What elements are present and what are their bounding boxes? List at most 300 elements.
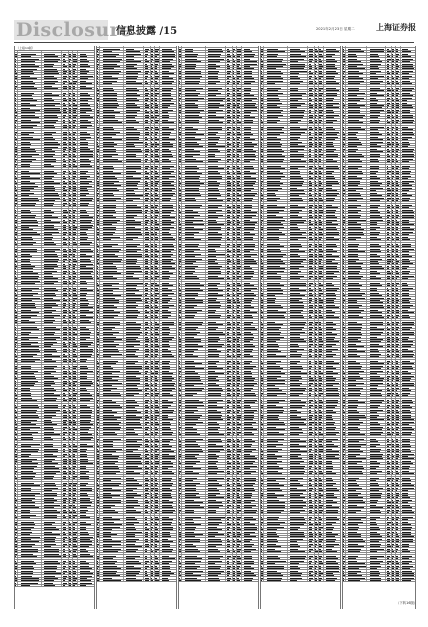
cell-text-glyphs xyxy=(69,332,71,333)
table-cell xyxy=(42,397,63,398)
cell-text-glyphs xyxy=(15,481,16,482)
cell-text-glyphs xyxy=(69,551,70,552)
cell-text-glyphs xyxy=(44,434,60,435)
cell-text-glyphs xyxy=(21,159,36,160)
cell-text-glyphs xyxy=(73,493,76,494)
cell-text-glyphs xyxy=(63,325,66,326)
table-cell xyxy=(124,56,145,57)
cell-text-glyphs xyxy=(15,546,17,547)
table-cell xyxy=(18,448,42,449)
cell-text-glyphs xyxy=(21,169,29,170)
cell-text-glyphs xyxy=(15,373,17,374)
cell-text-glyphs xyxy=(44,490,52,491)
cell-text-glyphs xyxy=(15,83,16,84)
cell-text-glyphs xyxy=(151,51,153,52)
table-cell xyxy=(18,341,42,342)
table-cell xyxy=(18,578,42,579)
cell-text-glyphs xyxy=(15,329,16,330)
cell-text-glyphs xyxy=(73,495,75,496)
table-cell xyxy=(18,356,42,357)
cell-text-glyphs xyxy=(63,178,66,179)
table-cell xyxy=(18,117,42,118)
cell-text-glyphs xyxy=(145,54,148,55)
table-cell xyxy=(42,439,63,440)
table-cell xyxy=(18,370,42,371)
cell-text-glyphs xyxy=(69,325,70,326)
cell-text-glyphs xyxy=(69,359,71,360)
cell-text-glyphs xyxy=(15,354,16,355)
cell-text-glyphs xyxy=(21,144,31,145)
table-cell xyxy=(42,246,63,247)
table-cell xyxy=(78,141,94,142)
cell-text-glyphs xyxy=(69,390,70,391)
cell-text-glyphs xyxy=(73,54,76,55)
cell-text-glyphs xyxy=(15,405,16,406)
cell-text-glyphs xyxy=(103,71,121,72)
table-cell xyxy=(78,248,94,249)
table-cell xyxy=(78,422,94,423)
cell-text-glyphs xyxy=(44,149,52,150)
table-cell xyxy=(18,536,42,537)
cell-text-glyphs xyxy=(44,273,52,274)
cell-text-glyphs xyxy=(63,559,66,560)
table-cell xyxy=(18,412,42,413)
cell-text-glyphs xyxy=(80,144,88,145)
table-cell xyxy=(18,490,42,491)
table-cell xyxy=(18,585,42,586)
cell-text-glyphs xyxy=(21,566,33,567)
cell-text-glyphs xyxy=(69,127,71,128)
cell-text-glyphs xyxy=(73,95,75,96)
cell-text-glyphs xyxy=(15,520,16,521)
cell-text-glyphs xyxy=(15,463,16,464)
table-cell xyxy=(42,424,63,425)
table-cell xyxy=(78,397,94,398)
cell-text-glyphs xyxy=(80,134,90,135)
table-cell xyxy=(42,548,63,549)
cell-text-glyphs xyxy=(15,247,16,248)
cell-text-glyphs xyxy=(80,69,86,70)
table-cell xyxy=(42,83,63,84)
cell-text-glyphs xyxy=(97,73,98,74)
cell-text-glyphs xyxy=(21,69,38,70)
table-cell xyxy=(18,131,42,132)
table-cell xyxy=(42,156,63,157)
cell-text-glyphs xyxy=(21,220,37,221)
cell-text-glyphs xyxy=(21,498,35,499)
table-cell xyxy=(42,258,63,259)
cell-text-glyphs xyxy=(73,69,76,70)
cell-text-glyphs xyxy=(21,320,29,321)
table-cell xyxy=(42,92,63,93)
cell-text-glyphs xyxy=(97,61,98,62)
table-cell xyxy=(18,253,42,254)
cell-text-glyphs xyxy=(21,351,40,352)
brand-text: Disclosure xyxy=(16,19,132,41)
table-cell xyxy=(160,53,176,54)
table-cell xyxy=(18,246,42,247)
cell-text-glyphs xyxy=(73,278,75,279)
table-cell xyxy=(78,200,94,201)
cell-text-glyphs xyxy=(63,307,65,308)
cell-text-glyphs xyxy=(44,541,55,542)
table-cell xyxy=(78,151,94,152)
cell-text-glyphs xyxy=(73,261,76,262)
table-cell xyxy=(18,424,42,425)
cell-text-glyphs xyxy=(69,86,71,87)
table-cell xyxy=(78,443,94,444)
cell-text-glyphs xyxy=(15,383,16,384)
cell-text-glyphs xyxy=(21,261,30,262)
cell-text-glyphs xyxy=(15,190,17,191)
table-cell xyxy=(42,407,63,408)
cell-text-glyphs xyxy=(80,461,88,462)
cell-text-glyphs xyxy=(80,364,86,365)
table-cell xyxy=(18,519,42,520)
cell-text-glyphs xyxy=(63,444,66,445)
cell-text-glyphs xyxy=(15,368,17,369)
table-cell xyxy=(18,295,42,296)
table-cell xyxy=(78,53,94,54)
cell-text-glyphs xyxy=(73,439,75,440)
cell-text-glyphs xyxy=(80,169,90,170)
table-cell xyxy=(78,173,94,174)
cell-text-glyphs xyxy=(21,344,31,345)
cell-text-glyphs xyxy=(44,327,56,328)
cell-text-glyphs xyxy=(15,249,17,250)
cell-text-glyphs xyxy=(21,510,30,511)
cell-text-glyphs xyxy=(80,449,87,450)
cell-text-glyphs xyxy=(15,203,16,204)
cell-text-glyphs xyxy=(80,415,91,416)
cell-text-glyphs xyxy=(80,273,91,274)
table-cell xyxy=(18,153,42,154)
cell-text-glyphs xyxy=(15,556,16,557)
table-cell xyxy=(42,390,63,391)
table-cell xyxy=(18,451,42,452)
table-cell xyxy=(78,492,94,493)
cell-text-glyphs xyxy=(44,378,58,379)
table-cell xyxy=(18,365,42,366)
cell-text-glyphs xyxy=(151,66,152,67)
cell-text-glyphs xyxy=(126,73,138,74)
table-cell xyxy=(42,273,63,274)
cell-text-glyphs xyxy=(69,349,70,350)
cell-text-glyphs xyxy=(80,290,93,291)
table-cell xyxy=(18,485,42,486)
cell-text-glyphs xyxy=(15,398,17,399)
cell-text-glyphs xyxy=(69,366,70,367)
cell-text-glyphs xyxy=(80,580,91,581)
table-cell xyxy=(78,546,94,547)
cell-text-glyphs xyxy=(15,432,16,433)
cell-text-glyphs xyxy=(73,454,75,455)
cell-text-glyphs xyxy=(145,66,148,67)
cell-text-glyphs xyxy=(15,339,17,340)
table-cell xyxy=(18,541,42,542)
cell-text-glyphs xyxy=(21,171,29,172)
cell-text-glyphs xyxy=(80,522,86,523)
cell-text-glyphs xyxy=(73,320,75,321)
cell-text-glyphs xyxy=(69,371,70,372)
cell-text-glyphs xyxy=(44,422,52,423)
cell-text-glyphs xyxy=(73,507,76,508)
table-cell xyxy=(78,183,94,184)
table-cell xyxy=(18,224,42,225)
cell-text-glyphs xyxy=(21,56,32,57)
cell-text-glyphs xyxy=(103,73,119,74)
cell-text-glyphs xyxy=(80,344,91,345)
cell-text-glyphs xyxy=(15,439,16,440)
cell-text-glyphs xyxy=(63,412,67,413)
cell-text-glyphs xyxy=(15,183,16,184)
cell-text-glyphs xyxy=(44,220,51,221)
cell-text-glyphs xyxy=(69,64,71,65)
cell-text-glyphs xyxy=(73,456,75,457)
table-cell xyxy=(78,88,94,89)
cell-text-glyphs xyxy=(44,91,52,92)
cell-text-glyphs xyxy=(69,524,71,525)
cell-text-glyphs xyxy=(21,551,38,552)
cell-text-glyphs xyxy=(63,393,65,394)
cell-text-glyphs xyxy=(44,512,60,513)
cell-text-glyphs xyxy=(80,249,91,250)
table-cell xyxy=(42,139,63,140)
cell-text-glyphs xyxy=(151,64,153,65)
cell-text-glyphs xyxy=(15,154,17,155)
cell-text-glyphs xyxy=(63,320,66,321)
cell-text-glyphs xyxy=(63,327,67,328)
cell-text-glyphs xyxy=(73,66,75,67)
cell-text-glyphs xyxy=(63,439,66,440)
cell-text-glyphs xyxy=(21,398,32,399)
cell-text-glyphs xyxy=(15,493,16,494)
cell-text-glyphs xyxy=(15,173,16,174)
cell-text-glyphs xyxy=(80,259,90,260)
table-cell xyxy=(124,58,145,59)
cell-text-glyphs xyxy=(80,234,87,235)
table-cell xyxy=(18,278,42,279)
table-cell xyxy=(78,534,94,535)
cell-text-glyphs xyxy=(21,95,32,96)
cell-text-glyphs xyxy=(21,468,34,469)
table-cell xyxy=(78,553,94,554)
table-cell xyxy=(18,395,42,396)
cell-text-glyphs xyxy=(15,351,16,352)
cell-text-glyphs xyxy=(21,256,32,257)
cell-text-glyphs xyxy=(73,524,75,525)
table-cell xyxy=(78,192,94,193)
cell-text-glyphs xyxy=(44,561,57,562)
cell-text-glyphs xyxy=(80,371,93,372)
cell-text-glyphs xyxy=(21,244,34,245)
cell-text-glyphs xyxy=(21,544,35,545)
table-cell xyxy=(18,197,42,198)
cell-text-glyphs xyxy=(44,127,55,128)
cell-text-glyphs xyxy=(80,346,88,347)
cell-text-glyphs xyxy=(44,166,54,167)
cell-text-glyphs xyxy=(73,403,75,404)
cell-text-glyphs xyxy=(63,229,66,230)
cell-text-glyphs xyxy=(73,286,76,287)
cell-text-glyphs xyxy=(73,178,75,179)
table-cell xyxy=(18,465,42,466)
table-cell xyxy=(18,290,42,291)
cell-text-glyphs xyxy=(80,551,88,552)
cell-text-glyphs xyxy=(73,359,75,360)
table-cell xyxy=(18,314,42,315)
table-cell xyxy=(78,448,94,449)
cell-text-glyphs xyxy=(73,91,76,92)
cell-text-glyphs xyxy=(44,381,53,382)
cell-text-glyphs xyxy=(63,563,65,564)
cell-text-glyphs xyxy=(21,373,34,374)
table-cell xyxy=(18,158,42,159)
cell-text-glyphs xyxy=(15,571,16,572)
cell-text-glyphs xyxy=(15,337,17,338)
cell-text-glyphs xyxy=(21,454,31,455)
table-cell xyxy=(78,390,94,391)
cell-text-glyphs xyxy=(69,544,71,545)
cell-text-glyphs xyxy=(69,434,70,435)
cell-text-glyphs xyxy=(69,466,70,467)
cell-text-glyphs xyxy=(69,76,71,77)
table-cell xyxy=(18,168,42,169)
cell-text-glyphs xyxy=(80,176,90,177)
table-cell xyxy=(42,541,63,542)
cell-text-glyphs xyxy=(80,446,93,447)
cell-text-glyphs xyxy=(73,234,75,235)
cell-text-glyphs xyxy=(80,278,93,279)
table-cell xyxy=(18,178,42,179)
table-cell xyxy=(78,307,94,308)
cell-text-glyphs xyxy=(126,64,137,65)
cell-text-glyphs xyxy=(73,310,77,311)
cell-text-glyphs xyxy=(69,78,70,79)
table-cell xyxy=(18,71,42,72)
cell-text-glyphs xyxy=(63,210,67,211)
table-cell xyxy=(78,180,94,181)
table-cell xyxy=(42,414,63,415)
table-cell xyxy=(78,426,94,427)
cell-text-glyphs xyxy=(44,268,53,269)
table-cell xyxy=(78,414,94,415)
table-cell xyxy=(18,373,42,374)
cell-text-glyphs xyxy=(145,59,147,60)
cell-text-glyphs xyxy=(73,173,76,174)
table-cell xyxy=(78,266,94,267)
cell-text-glyphs xyxy=(44,485,56,486)
cell-text-glyphs xyxy=(21,310,31,311)
cell-text-glyphs xyxy=(80,247,87,248)
cell-text-glyphs xyxy=(80,137,90,138)
cell-text-glyphs xyxy=(69,583,71,584)
cell-text-glyphs xyxy=(63,312,67,313)
cell-text-glyphs xyxy=(15,381,16,382)
cell-text-glyphs xyxy=(69,444,70,445)
cell-text-glyphs xyxy=(44,212,54,213)
table-cell xyxy=(42,205,63,206)
cell-text-glyphs xyxy=(21,112,35,113)
cell-text-glyphs xyxy=(44,303,56,304)
cell-text-glyphs xyxy=(63,507,66,508)
cell-text-glyphs xyxy=(63,471,66,472)
table-cell xyxy=(78,222,94,223)
cell-text-glyphs xyxy=(126,66,134,67)
cell-text-glyphs xyxy=(69,259,71,260)
cell-text-glyphs xyxy=(44,164,51,165)
cell-text-glyphs xyxy=(63,466,66,467)
cell-text-glyphs xyxy=(63,132,67,133)
cell-text-glyphs xyxy=(63,520,67,521)
cell-text-glyphs xyxy=(44,139,55,140)
cell-text-glyphs xyxy=(15,164,16,165)
table-cell xyxy=(18,478,42,479)
cell-text-glyphs xyxy=(80,266,86,267)
cell-text-glyphs xyxy=(15,171,17,172)
table-cell xyxy=(78,475,94,476)
cell-text-glyphs xyxy=(162,66,174,67)
cell-text-glyphs xyxy=(21,461,32,462)
table-cell xyxy=(42,112,63,113)
cell-text-glyphs xyxy=(80,571,90,572)
cell-text-glyphs xyxy=(151,61,152,62)
table-cell xyxy=(78,507,94,508)
cell-text-glyphs xyxy=(63,264,65,265)
cell-text-glyphs xyxy=(15,181,16,182)
cell-text-glyphs xyxy=(126,71,141,72)
table-cell xyxy=(78,78,94,79)
table-cell xyxy=(18,463,42,464)
cell-text-glyphs xyxy=(44,505,60,506)
table-cell xyxy=(78,178,94,179)
cell-text-glyphs xyxy=(69,283,71,284)
cell-text-glyphs xyxy=(69,293,70,294)
table-cell xyxy=(78,541,94,542)
table-cell xyxy=(78,383,94,384)
cell-text-glyphs xyxy=(63,551,65,552)
cell-text-glyphs xyxy=(69,368,70,369)
cell-text-glyphs xyxy=(80,210,86,211)
cell-text-glyphs xyxy=(69,432,71,433)
cell-text-glyphs xyxy=(21,264,31,265)
cell-text-glyphs xyxy=(15,290,17,291)
table-cell xyxy=(124,51,145,52)
cell-text-glyphs xyxy=(44,344,52,345)
cell-text-glyphs xyxy=(44,173,57,174)
table-cell xyxy=(18,480,42,481)
cell-text-glyphs xyxy=(73,193,76,194)
table-cell xyxy=(18,336,42,337)
table-cell xyxy=(18,400,42,401)
cell-text-glyphs xyxy=(21,315,37,316)
table-cell xyxy=(42,75,63,76)
cell-text-glyphs xyxy=(80,410,92,411)
table-cell xyxy=(78,214,94,215)
cell-text-glyphs xyxy=(15,573,16,574)
table-cell xyxy=(42,68,63,69)
cell-text-glyphs xyxy=(69,83,71,84)
table-cell xyxy=(42,285,63,286)
cell-text-glyphs xyxy=(21,364,29,365)
cell-text-glyphs xyxy=(21,66,39,67)
table-cell xyxy=(78,404,94,405)
cell-text-glyphs xyxy=(73,585,75,586)
cell-text-glyphs xyxy=(44,169,59,170)
cell-text-glyphs xyxy=(80,64,88,65)
table-cell xyxy=(18,297,42,298)
table-cell xyxy=(78,361,94,362)
